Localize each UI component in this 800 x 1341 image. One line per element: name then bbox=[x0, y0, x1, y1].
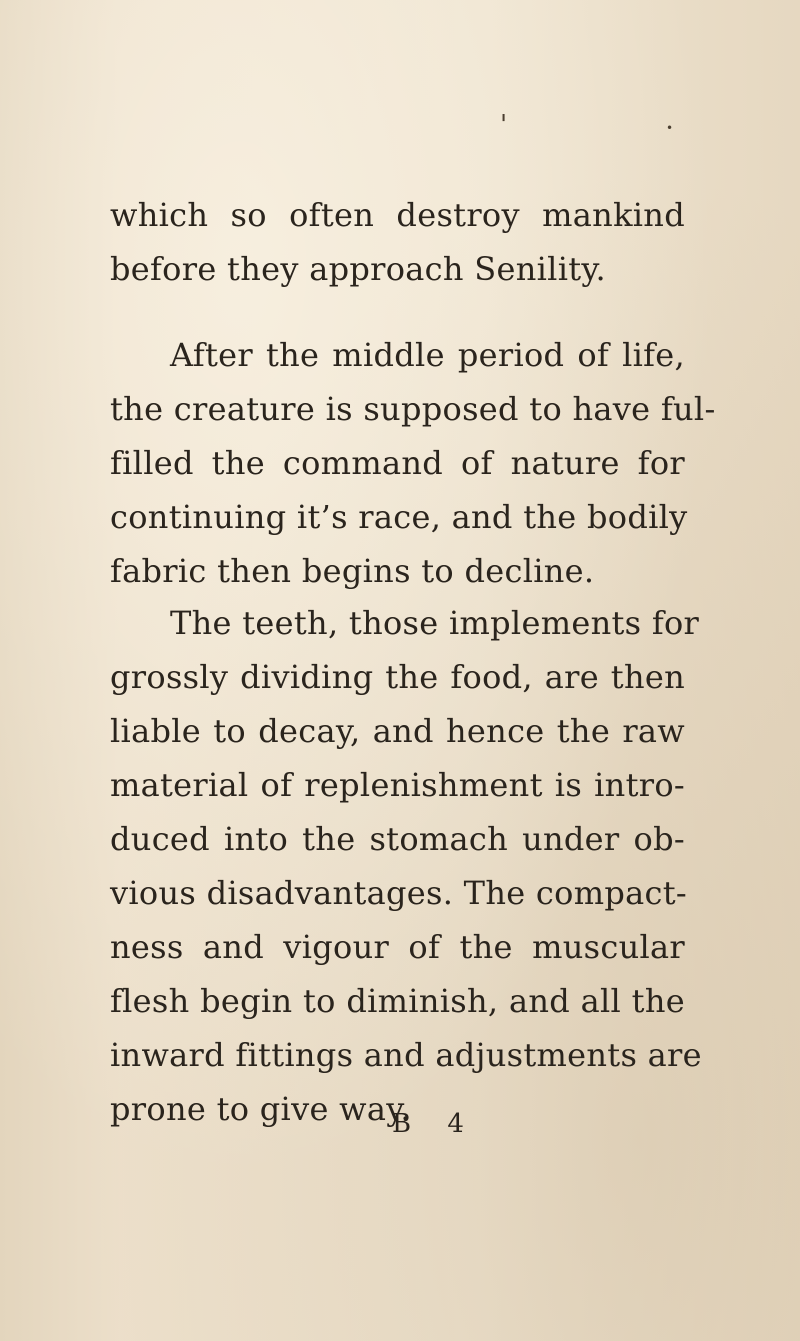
text-line: which so often destroy mankind bbox=[110, 196, 685, 234]
text-line: filled the command of nature for bbox=[110, 444, 685, 482]
text-line: liable to decay, and hence the raw bbox=[110, 712, 685, 750]
paragraph-continuation bbox=[110, 188, 685, 296]
text-line: vious disadvantages. The compact- bbox=[110, 874, 688, 912]
text-line: inward fittings and adjustments are bbox=[110, 1036, 702, 1074]
top-mark: ' bbox=[500, 110, 508, 140]
signature-mark: B 4 bbox=[392, 1109, 478, 1139]
text-line: After the middle period of life, bbox=[170, 336, 685, 374]
ink-speck: • bbox=[666, 121, 674, 135]
text-line: grossly dividing the food, are then bbox=[110, 658, 685, 696]
text-line: fabric then begins to decline. bbox=[110, 552, 595, 590]
text-line: The teeth, those implements for bbox=[170, 604, 700, 642]
text-line: material of replenishment is intro- bbox=[110, 766, 685, 804]
paragraph-teeth bbox=[110, 596, 702, 1136]
text-line: flesh begin to diminish, and all the bbox=[110, 982, 685, 1020]
text-line: ness and vigour of the muscular bbox=[110, 928, 685, 966]
text-line: before they approach Senility. bbox=[110, 250, 607, 288]
text-line: continuing it’s race, and the bodily bbox=[110, 498, 688, 536]
text-line: duced into the stomach under ob- bbox=[110, 820, 685, 858]
text-line: prone to give way. bbox=[110, 1090, 411, 1128]
text-line: the creature is supposed to have ful- bbox=[110, 390, 716, 428]
paragraph-middle-period bbox=[110, 328, 716, 598]
